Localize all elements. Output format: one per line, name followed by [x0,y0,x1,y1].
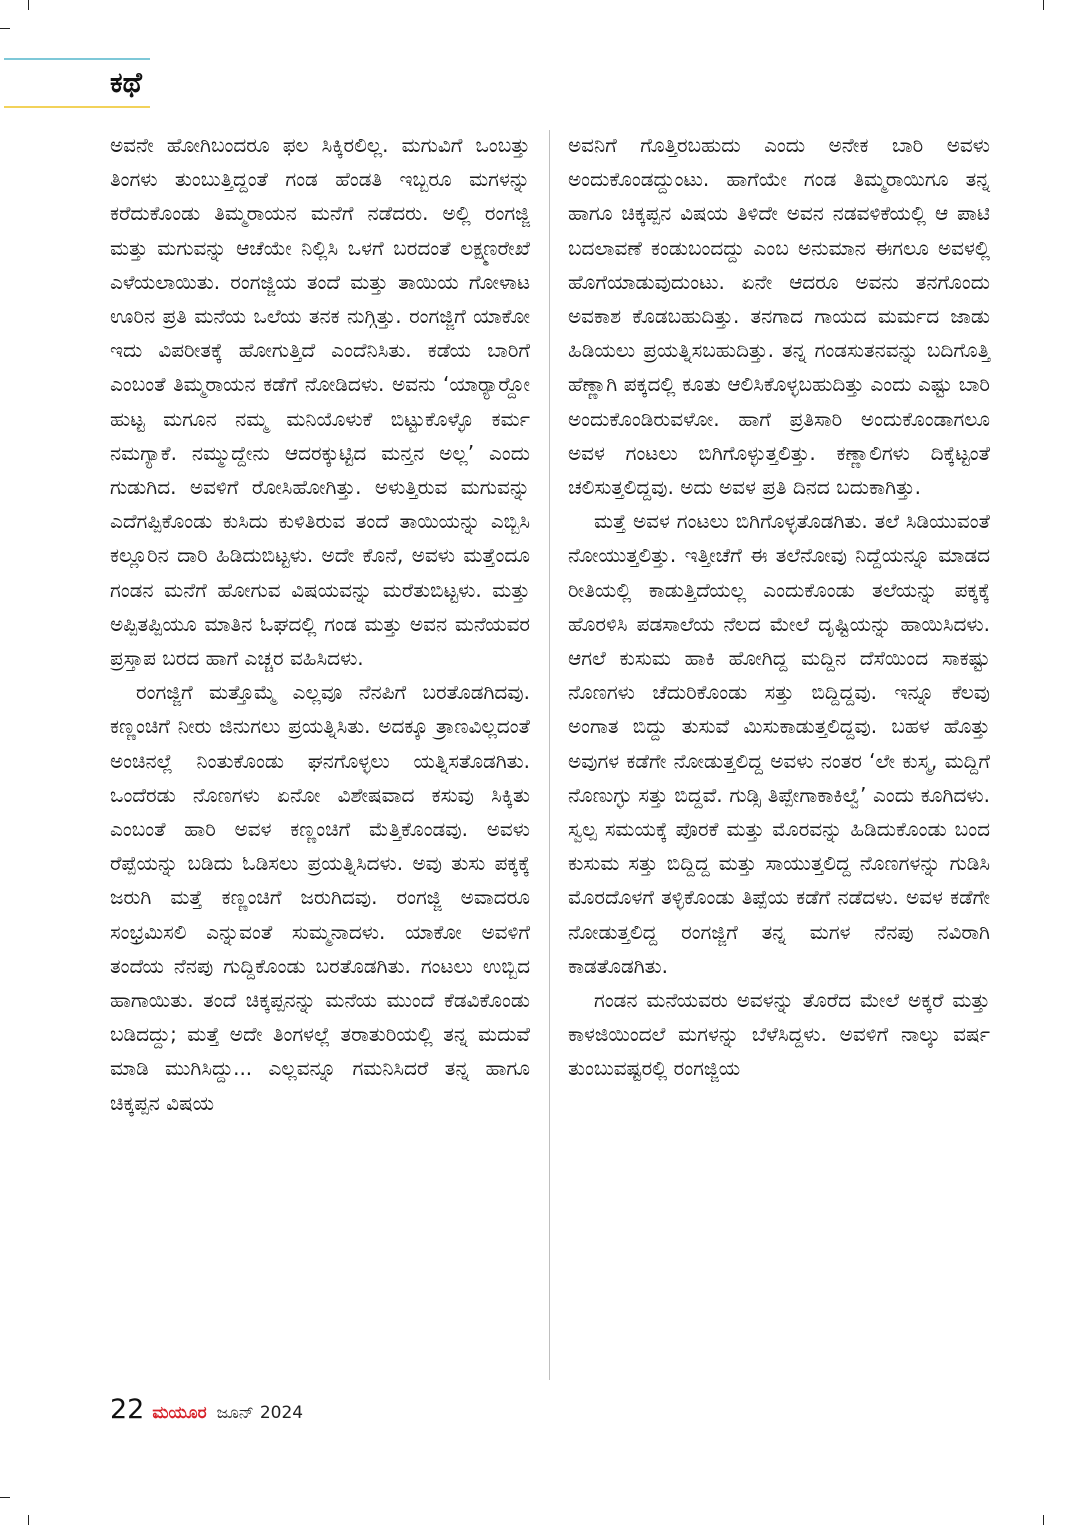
header-rule-bottom [4,106,150,108]
crop-mark [1043,1515,1044,1525]
page-number: 22 [110,1394,145,1425]
header-rule-top [4,58,150,60]
section-title: ಕಥೆ [110,66,142,99]
crop-mark [0,28,10,29]
paragraph: ಗಂಡನ ಮನೆಯವರು ಅವಳನ್ನು ತೊರೆದ ಮೇಲೆ ಅಕ್ಕರೆ ಮತ್ತು ಕಾಳಜಿಯಿಂದಲೆ ಮಗಳನ್ನು ಬೆಳೆಸಿದ್ದಳು. ಅವಳಿಗೆ ನಾಲ್ಕು ವರ್ಷ ತುಂಬುವಷ್ಟರಲ್ಲಿ ರಂಗಜ್ಜಿಯ [568,988,990,1081]
crop-mark [0,1497,10,1498]
paragraph: ಮತ್ತೆ ಅವಳ ಗಂಟಲು ಬಿಗಿಗೊಳ್ಳತೊಡಗಿತು. ತಲೆ ಸಿಡಿಯುವಂತೆ ನೋಯುತ್ತಲಿತ್ತು. ಇತ್ತೀಚೆಗೆ ಈ ತಲೆನೋವು ನಿದ್ದೆಯನ್ನೂ ಮಾಡದ ರೀತಿಯಲ್ಲಿ ಕಾಡುತ್ತಿದೆಯಲ್ಲ ಎಂದುಕೊಂಡು ತಲೆಯನ್ನು ಪಕ್ಕಕ್ಕೆ ಹೊರಳಿಸಿ ಪಡಸಾಲೆಯ ನೆಲದ ಮೇಲೆ ದೃಷ್ಟಿಯನ್ನು ಹಾಯಿಸಿದಳು. ಆಗಲೆ ಕುಸುಮ ಹಾಕಿ ಹೋಗಿದ್ದ ಮದ್ದಿನ ದೆಸೆಯಿಂದ ಸಾಕಷ್ಟು ನೊಣಗಳು ಚೆದುರಿಕೊಂಡು ಸತ್ತು ಬಿದ್ದಿದ್ದವು. ಇನ್ನೂ ಕೆಲವು ಅಂಗಾತ ಬಿದ್ದು ತುಸುವೆ ಮಿಸುಕಾಡುತ್ತಲಿದ್ದವು. ಬಹಳ ಹೊತ್ತು ಅವುಗಳ ಕಡೆಗೇ ನೋಡುತ್ತಲಿದ್ದ ಅವಳು ನಂತರ ‘ಲೇ ಕುಸ್ಮ, ಮದ್ದಿಗೆ ನೊಣುಗ್ಳು ಸತ್ತು ಬಿದ್ದವೆ. ಗುಡ್ಸಿ ತಿಪ್ಪೇಗಾಕಾಕಿಲ್ವೆ’ ಎಂದು ಕೂಗಿದಳು. ಸ್ವಲ್ಪ ಸಮಯಕ್ಕೆ ಪೊರಕೆ ಮತ್ತು ಮೊರವನ್ನು ಹಿಡಿದುಕೊಂಡು ಬಂದ ಕುಸುಮ ಸತ್ತು ಬಿದ್ದಿದ್ದ ಮತ್ತು ಸಾಯುತ್ತಲಿದ್ದ ನೊಣಗಳನ್ನು ಗುಡಿಸಿ ಮೊರದೊಳಗೆ ತಳ್ಳಿಕೊಂಡು ತಿಪ್ಪೆಯ ಕಡೆಗೆ ನಡೆದಳು. ಅವಳ ಕಡೆಗೇ ನೋಡುತ್ತಲಿದ್ದ ರಂಗಜ್ಜಿಗೆ ತನ್ನ ಮಗಳ ನೆನಪು ನವಿರಾಗಿ ಕಾಡತೊಡಗಿತು. [568,509,990,978]
paragraph: ಅವನಿಗೆ ಗೊತ್ತಿರಬಹುದು ಎಂದು ಅನೇಕ ಬಾರಿ ಅವಳು ಅಂದುಕೊಂಡದ್ದುಂಟು. ಹಾಗೆಯೇ ಗಂಡ ತಿಮ್ಮರಾಯಿಗೂ ತನ್ನ ಹಾಗೂ ಚಿಕ್ಕಪ್ಪನ ವಿಷಯ ತಿಳಿದೇ ಅವನ ನಡವಳಿಕೆಯಲ್ಲಿ ಆ ಪಾಟಿ ಬದಲಾವಣೆ ಕಂಡುಬಂದದ್ದು ಎಂಬ ಅನುಮಾನ ಈಗಲೂ ಅವಳಲ್ಲಿ ಹೊಗೆಯಾಡುವುದುಂಟು. ಏನೇ ಆದರೂ ಅವನು ತನಗೊಂದು ಅವಕಾಶ ಕೊಡಬಹುದಿತ್ತು. ತನಗಾದ ಗಾಯದ ಮರ್ಮದ ಜಾಡು ಹಿಡಿಯಲು ಪ್ರಯತ್ನಿಸಬಹುದಿತ್ತು. ತನ್ನ ಗಂಡಸುತನವನ್ನು ಬದಿಗೊತ್ತಿ ಹೆಣ್ಣಾಗಿ ಪಕ್ಕದಲ್ಲಿ ಕೂತು ಆಲಿಸಿಕೊಳ್ಳಬಹುದಿತ್ತು ಎಂದು ಎಷ್ಟು ಬಾರಿ ಅಂದುಕೊಂಡಿರುವಳೋ. ಹಾಗೆ ಪ್ರತಿಸಾರಿ ಅಂದುಕೊಂಡಾಗಲೂ ಅವಳ ಗಂಟಲು ಬಿಗಿಗೊಳ್ಳುತ್ತಲಿತ್ತು. ಕಣ್ಣಾಲಿಗಳು ದಿಕ್ಕೆಟ್ಟಂತೆ ಚಲಿಸುತ್ತಲಿದ್ದವು. ಅದು ಅವಳ ಪ್ರತಿ ದಿನದ ಬದುಕಾಗಿತ್ತು. [568,133,990,500]
section-header [0,58,150,110]
article-column-right [568,128,990,1086]
magazine-logo: ಮಯೂರ [152,1403,207,1423]
page-footer [110,1394,303,1426]
crop-mark [28,0,29,10]
crop-mark [28,1515,29,1525]
paragraph: ರಂಗಜ್ಜಿಗೆ ಮತ್ತೊಮ್ಮೆ ಎಲ್ಲವೂ ನೆನಪಿಗೆ ಬರತೊಡಗಿದವು. ಕಣ್ಣಂಚಿಗೆ ನೀರು ಜಿನುಗಲು ಪ್ರಯತ್ನಿಸಿತು. ಅದಕ್ಕೂ ತ್ರಾಣವಿಲ್ಲದಂತೆ ಅಂಚಿನಲ್ಲೆ ನಿಂತುಕೊಂಡು ಘನಗೊಳ್ಳಲು ಯತ್ನಿಸತೊಡಗಿತು. ಒಂದೆರಡು ನೊಣಗಳು ಏನೋ ವಿಶೇಷವಾದ ಕಸುವು ಸಿಕ್ಕಿತು ಎಂಬಂತೆ ಹಾರಿ ಅವಳ ಕಣ್ಣಂಚಿಗೆ ಮೆತ್ತಿಕೊಂಡವು. ಅವಳು ರೆಪ್ಪೆಯನ್ನು ಬಡಿದು ಓಡಿಸಲು ಪ್ರಯತ್ನಿಸಿದಳು. ಅವು ತುಸು ಪಕ್ಕಕ್ಕೆ ಜರುಗಿ ಮತ್ತೆ ಕಣ್ಣಂಚಿಗೆ ಜರುಗಿದವು. ರಂಗಜ್ಜಿ ಅವಾದರೂ ಸಂಭ್ರಮಿಸಲಿ ಎನ್ನುವಂತೆ ಸುಮ್ಮನಾದಳು. ಯಾಕೋ ಅವಳಿಗೆ ತಂದೆಯ ನೆನಪು ಗುದ್ದಿಕೊಂಡು ಬರತೊಡಗಿತು. ಗಂಟಲು ಉಬ್ಬಿದ ಹಾಗಾಯಿತು. ತಂದೆ ಚಿಕ್ಕಪ್ಪನನ್ನು ಮನೆಯ ಮುಂದೆ ಕೆಡವಿಕೊಂಡು ಬಡಿದದ್ದು; ಮತ್ತೆ ಅದೇ ತಿಂಗಳಲ್ಲೆ ತರಾತುರಿಯಲ್ಲಿ ತನ್ನ ಮದುವೆ ಮಾಡಿ ಮುಗಿಸಿದ್ದು... ಎಲ್ಲವನ್ನೂ ಗಮನಿಸಿದರೆ ತನ್ನ ಹಾಗೂ ಚಿಕ್ಕಪ್ಪನ ವಿಷಯ [110,680,530,1115]
column-divider [549,130,550,1380]
issue-year: 2024 [259,1403,304,1423]
crop-mark [1043,0,1044,10]
article-column-left [110,128,530,1120]
paragraph: ಅವನೇ ಹೋಗಿಬಂದರೂ ಫಲ ಸಿಕ್ಕಿರಲಿಲ್ಲ. ಮಗುವಿಗೆ ಒಂಬತ್ತು ತಿಂಗಳು ತುಂಬುತ್ತಿದ್ದಂತೆ ಗಂಡ ಹೆಂಡತಿ ಇಬ್ಬರೂ ಮಗಳನ್ನು ಕರೆದುಕೊಂಡು ತಿಮ್ಮರಾಯನ ಮನೆಗೆ ನಡೆದರು. ಅಲ್ಲಿ ರಂಗಜ್ಜಿ ಮತ್ತು ಮಗುವನ್ನು ಆಚೆಯೇ ನಿಲ್ಲಿಸಿ ಒಳಗೆ ಬರದಂತೆ ಲಕ್ಷ್ಮಣರೇಖೆ ಎಳೆಯಲಾಯಿತು. ರಂಗಜ್ಜಿಯ ತಂದೆ ಮತ್ತು ತಾಯಿಯ ಗೋಳಾಟ ಊರಿನ ಪ್ರತಿ ಮನೆಯ ಒಲೆಯ ತನಕ ನುಗ್ಗಿತ್ತು. ರಂಗಜ್ಜಿಗೆ ಯಾಕೋ ಇದು ವಿಪರೀತಕ್ಕೆ ಹೋಗುತ್ತಿದೆ ಎಂದೆನಿಸಿತು. ಕಡೆಯ ಬಾರಿಗೆ ಎಂಬಂತೆ ತಿಮ್ಮರಾಯನ ಕಡೆಗೆ ನೋಡಿದಳು. ಅವನು ‘ಯಾರ್‍ಯಾರ್‍ದೋ ಹುಟ್ಟ ಮಗೂನ ನಮ್ಮ ಮನಿಯೊಳುಕೆ ಬಿಟ್ಟುಕೊಳ್ಳೊ ಕರ್ಮ ನಮಗ್ಯಾಕೆ. ನಮ್ಮುದ್ದೇನು ಆದರಕ್ಕುಟ್ಟಿದ ಮನ್ತನ ಅಲ್ಲ’ ಎಂದು ಗುಡುಗಿದ. ಅವಳಿಗೆ ರೋಸಿಹೋಗಿತ್ತು. ಅಳುತ್ತಿರುವ ಮಗುವನ್ನು ಎದೆಗಪ್ಪಿಕೊಂಡು ಕುಸಿದು ಕುಳಿತಿರುವ ತಂದೆ ತಾಯಿಯನ್ನು ಎಬ್ಬಿಸಿ ಕಲ್ಲೂರಿನ ದಾರಿ ಹಿಡಿದುಬಿಟ್ಟಳು. ಅದೇ ಕೊನೆ, ಅವಳು ಮತ್ತೆಂದೂ ಗಂಡನ ಮನೆಗೆ ಹೋಗುವ ವಿಷಯವನ್ನು ಮರೆತುಬಿಟ್ಟಳು. ಮತ್ತು ಅಪ್ಪಿತಪ್ಪಿಯೂ ಮಾತಿನ ಓಘದಲ್ಲಿ ಗಂಡ ಮತ್ತು ಅವನ ಮನೆಯವರ ಪ್ರಸ್ತಾಪ ಬರದ ಹಾಗೆ ಎಚ್ಚರ ವಹಿಸಿದಳು. [110,133,530,671]
issue-month: ಜೂನ್ [216,1403,254,1423]
